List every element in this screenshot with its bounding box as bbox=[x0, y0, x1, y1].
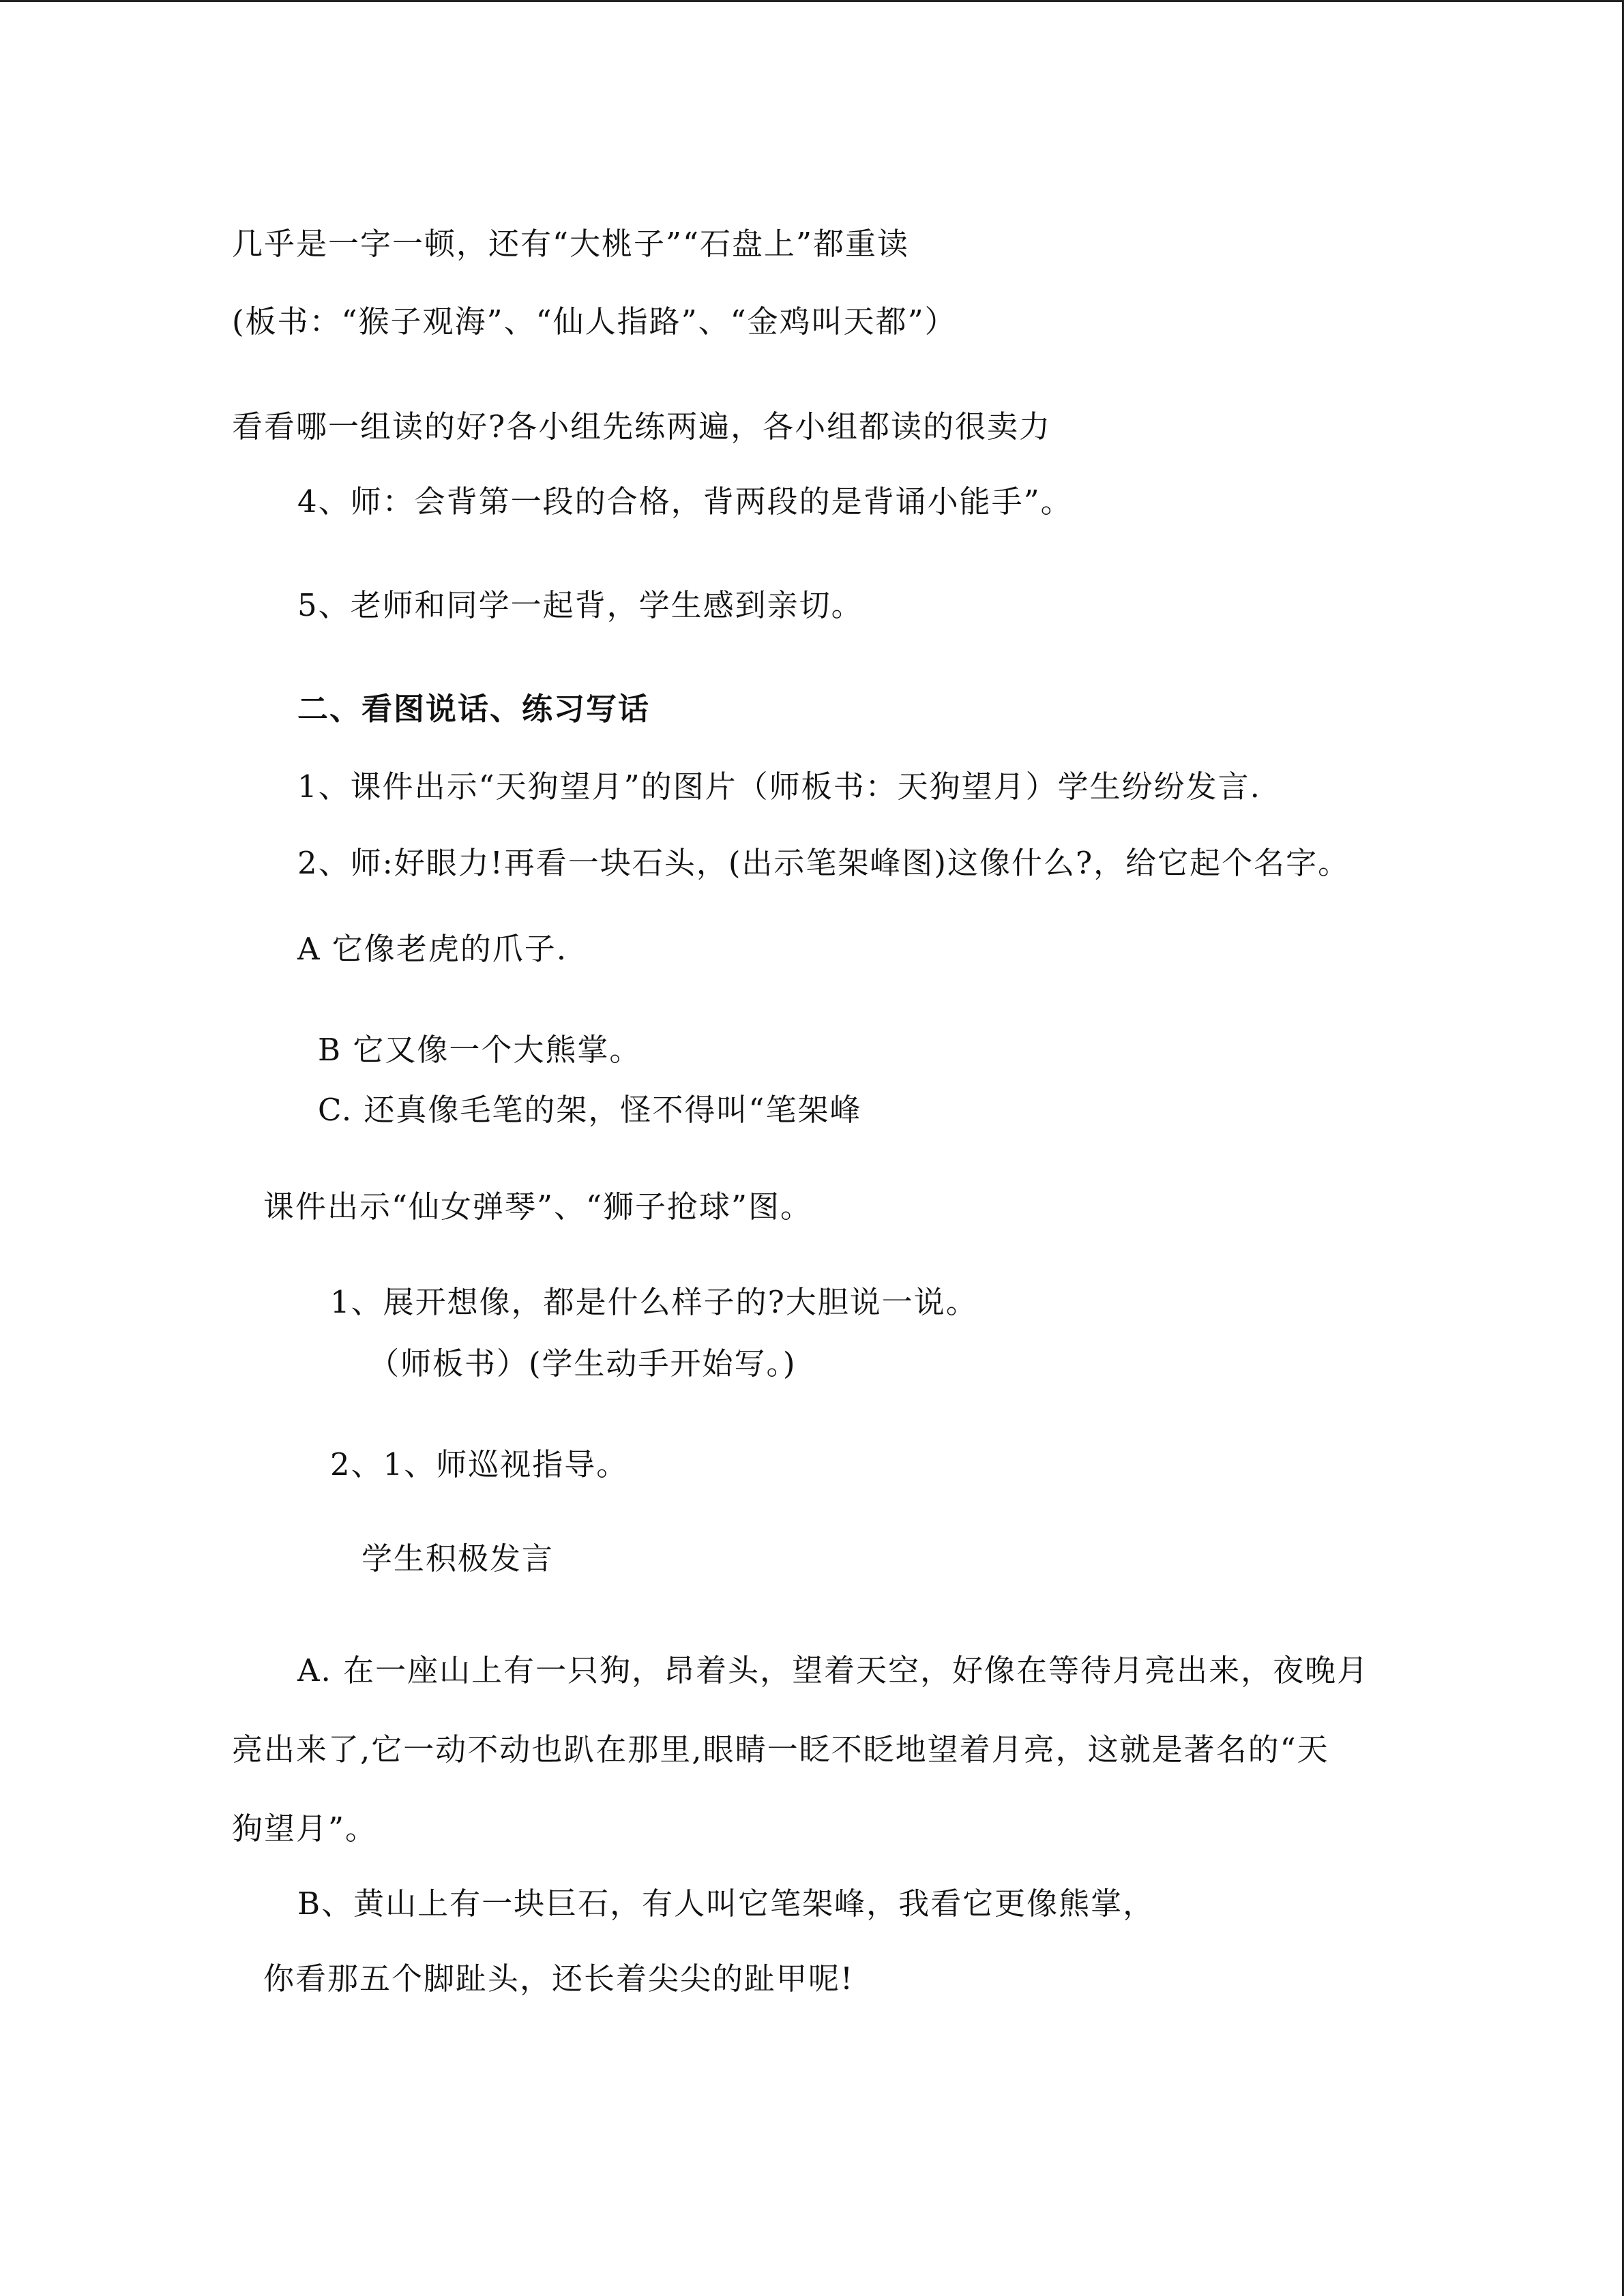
section-heading: 二、看图说话、练习写话 bbox=[297, 691, 651, 727]
paragraph-line: 5、老师和同学一起背，学生感到亲切。 bbox=[297, 587, 863, 623]
paragraph-line: 亮出来了,它一动不动也趴在那里,眼睛一眨不眨地望着月亮，这就是著名的“天 bbox=[232, 1731, 1329, 1768]
paragraph-line: 几乎是一字一顿，还有“大桃子”“石盘上”都重读 bbox=[232, 226, 910, 262]
paragraph-line: 你看那五个脚趾头，还长着尖尖的趾甲呢! bbox=[263, 1960, 855, 1997]
paragraph-line: C. 还真像毛笔的架，怪不得叫“笔架峰 bbox=[318, 1092, 862, 1128]
paragraph-line: （师板书）(学生动手开始写。) bbox=[368, 1345, 797, 1382]
paragraph-line: B、黄山上有一块巨石，有人叫它笔架峰，我看它更像熊掌， bbox=[297, 1885, 1155, 1922]
paragraph-line: 狗望月”。 bbox=[232, 1810, 378, 1847]
paragraph-line: A. 在一座山上有一只狗，昂着头，望着天空，好像在等待月亮出来，夜晚月 bbox=[297, 1652, 1370, 1688]
top-border-line bbox=[0, 0, 1624, 2]
paragraph-line: 4、师：会背第一段的合格，背两段的是背诵小能手”。 bbox=[297, 483, 1073, 520]
paragraph-line: A 它像老虎的爪子. bbox=[297, 931, 568, 967]
paragraph-line: 1、课件出示“天狗望月”的图片（师板书：天狗望月）学生纷纷发言. bbox=[297, 769, 1261, 805]
paragraph-line: (板书：“猴子观海”、“仙人指路”、“金鸡叫天都”） bbox=[232, 303, 957, 340]
paragraph-line: 2、1、师巡视指导。 bbox=[330, 1446, 629, 1482]
paragraph-line: 看看哪一组读的好?各小组先练两遍，各小组都读的很卖力 bbox=[232, 408, 1052, 445]
paragraph-line: 1、展开想像，都是什么样子的?大胆说一说。 bbox=[330, 1284, 978, 1320]
paragraph-line: 2、师:好眼力!再看一块石头，(出示笔架峰图)这像什么?，给它起个名字。 bbox=[297, 845, 1350, 881]
paragraph-line: 课件出示“仙女弹琴”、“狮子抢球”图。 bbox=[263, 1189, 813, 1225]
paragraph-line: B 它又像一个大熊掌。 bbox=[318, 1032, 642, 1068]
paragraph-line: 学生积极发言 bbox=[361, 1540, 555, 1577]
